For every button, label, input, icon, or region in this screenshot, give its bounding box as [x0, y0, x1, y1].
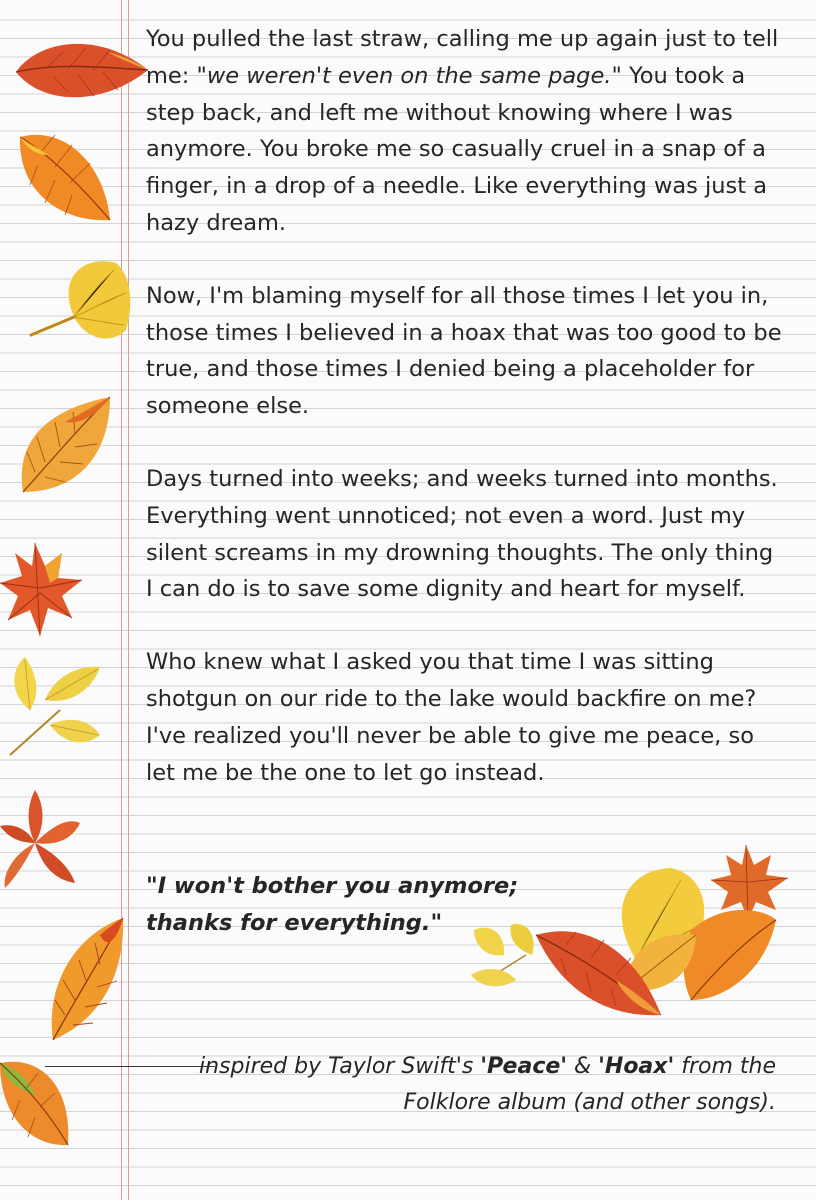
yellow-leaf-sprig-icon: [0, 655, 105, 763]
autumn-leaf-icon: [8, 32, 153, 112]
poem-quote: "we weren't even on the same page.": [196, 62, 622, 89]
ginkgo-leaf-icon: [26, 255, 136, 365]
poem-paragraph-1: [146, 21, 786, 242]
closing-line-1: "I won't bother you anymore;: [146, 873, 519, 899]
poem-paragraph-3: Days turned into weeks; and weeks turned into months. Everything went unnoticed; not even a word. Just my silent screams in my drowning thoughts. The only thing I can do is to save some dignity and heart for myself.: [146, 465, 778, 603]
poem-paragraph-1-part2: You took a step back, and left me without knowing where I was anymore. You broke me so casually cruel in a snap of a finger, in a drop of a needle. Like everything was just a hazy dream.: [146, 62, 768, 236]
green-orange-leaf-icon: [0, 1055, 75, 1150]
poem-body: [146, 21, 786, 791]
credit-song-peace: 'Peace': [480, 1054, 568, 1079]
poem-paragraph-1-part1: You pulled the last straw, calling me up again just to tell me:: [146, 26, 779, 89]
birch-leaf-icon: [10, 125, 115, 225]
red-chestnut-leaf-icon: [0, 788, 82, 896]
closing-line-2: thanks for everything.": [146, 909, 443, 936]
margin-line-right: [128, 0, 129, 1200]
beech-leaf-icon: [15, 392, 115, 500]
credit-line: [176, 1049, 776, 1121]
maple-leaf-icon: [0, 538, 85, 640]
elm-leaf-icon: [45, 915, 127, 1045]
poem-paragraph-4: Who knew what I asked you that time I was sitting shotgun on our ride to the lake would backfire on me? I've realized you'll never be able to give me peace, so let me be the one to let go instead.: [146, 649, 757, 786]
credit-amp: &: [567, 1054, 599, 1079]
credit-song-hoax: 'Hoax': [598, 1054, 675, 1079]
closing-quote: [146, 868, 518, 942]
credit-prefix: inspired by Taylor Swift's: [198, 1054, 481, 1079]
credit-suffix: from the Folklore album (and other songs).: [403, 1054, 776, 1115]
poem-paragraph-2: Now, I'm blaming myself for all those times I let you in, those times I believed in a hoax that was too good to be true, and those times I denied being a placeholder for someone else.: [146, 282, 782, 420]
